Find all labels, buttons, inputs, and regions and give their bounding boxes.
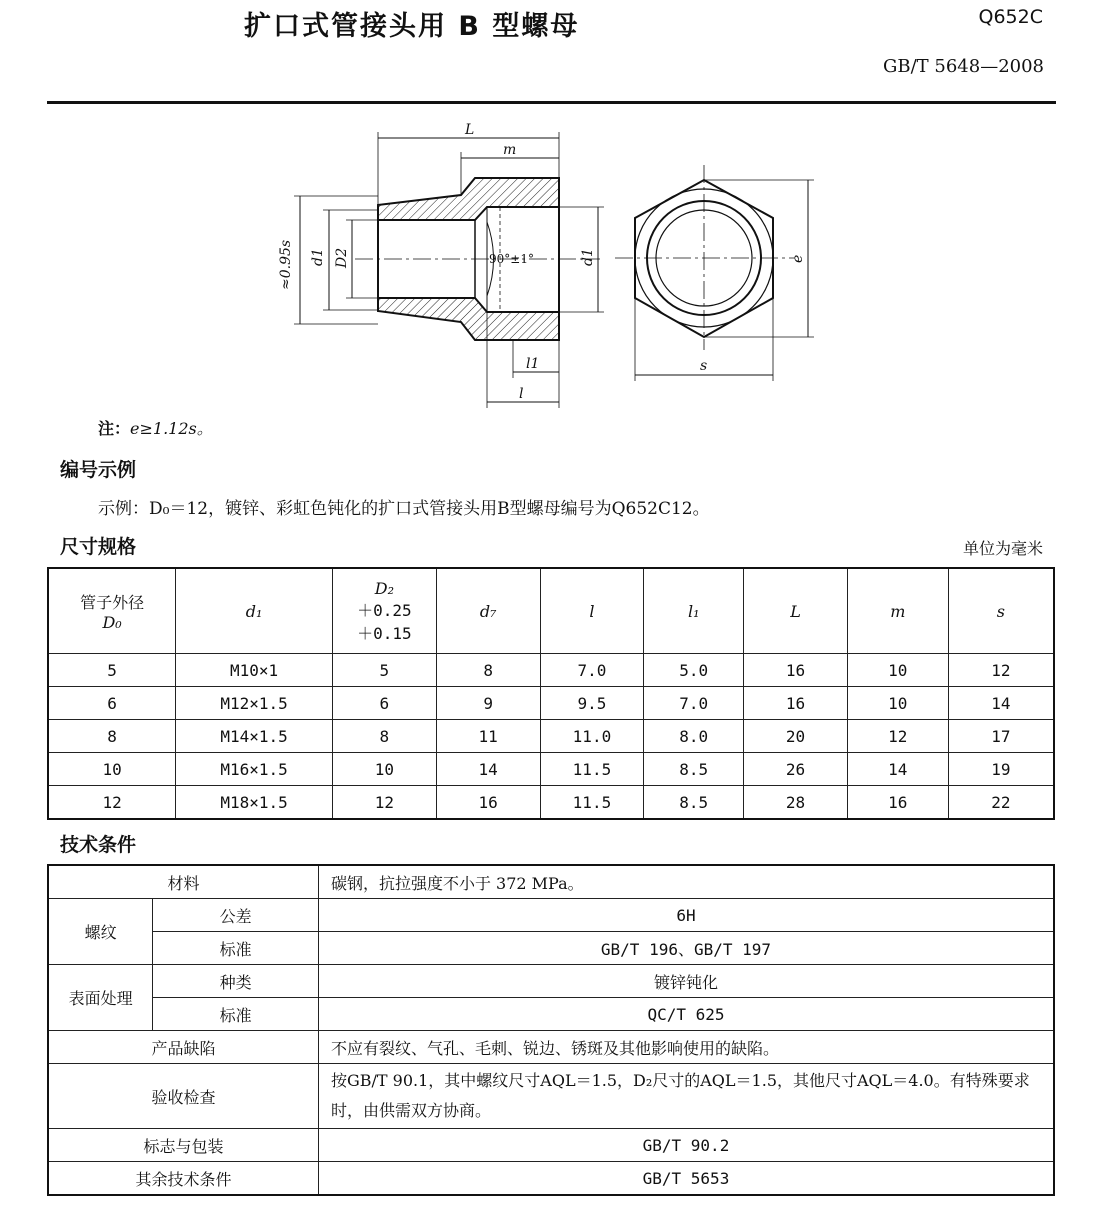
table-cell: 10 [847, 687, 948, 720]
table-cell: 17 [948, 720, 1054, 753]
col-header-line: 管子外径 [80, 593, 145, 612]
technical-heading: 技术条件 [60, 834, 137, 856]
col-header-line: ＋0.25 [357, 600, 412, 620]
table-cell: 11.5 [540, 753, 644, 786]
table-cell: 11.5 [540, 786, 644, 820]
tolerance-label: 公差 [153, 899, 319, 932]
col-header-s: s [948, 568, 1054, 654]
table-cell: 6 [48, 687, 176, 720]
table-row [48, 1064, 1054, 1129]
defects-label: 产品缺陷 [48, 1031, 318, 1064]
table-cell: M18×1.5 [176, 786, 333, 820]
dimensions-heading: 尺寸规格 [60, 536, 137, 558]
table-cell: 12 [332, 786, 436, 820]
table-cell: 16 [436, 786, 540, 820]
col-header-l1: l₁ [644, 568, 744, 654]
table-cell: 10 [332, 753, 436, 786]
table-cell: 8 [48, 720, 176, 753]
col-header-m: m [847, 568, 948, 654]
table-cell: 20 [744, 720, 848, 753]
note-label: 注： [98, 419, 131, 438]
note [98, 416, 213, 439]
table-cell: 16 [744, 687, 848, 720]
table-row [48, 720, 1054, 753]
label-angle: 90°±1° [489, 252, 534, 266]
page-title: 扩口式管接头用 B 型螺母 [244, 11, 580, 42]
table-cell: 16 [744, 654, 848, 687]
table-row [48, 965, 1054, 998]
unit-note: 单位为毫米 [962, 539, 1043, 558]
table-cell: 8.5 [644, 753, 744, 786]
table-cell: 28 [744, 786, 848, 820]
table-cell: 14 [436, 753, 540, 786]
table-cell: M12×1.5 [176, 687, 333, 720]
marking-label: 标志与包装 [48, 1129, 318, 1162]
table-cell: 7.0 [644, 687, 744, 720]
table-cell: 12 [948, 654, 1054, 687]
table-row [48, 654, 1054, 687]
col-header-d7: d₇ [436, 568, 540, 654]
label-d1: d1 [310, 248, 326, 266]
surface-type-label: 种类 [153, 965, 319, 998]
table-cell: 26 [744, 753, 848, 786]
col-header-d1: d₁ [176, 568, 333, 654]
col-header-L: L [744, 568, 848, 654]
table-cell: 5 [48, 654, 176, 687]
table-cell: 12 [48, 786, 176, 820]
surface-standard-label: 标准 [153, 998, 319, 1031]
table-cell: 14 [847, 753, 948, 786]
col-header-line: D₂ [374, 578, 394, 598]
table-row [48, 786, 1054, 820]
table-row [48, 1162, 1054, 1196]
table-row [48, 998, 1054, 1031]
table-row [48, 899, 1054, 932]
table-cell: 10 [847, 654, 948, 687]
thread-standard-label: 标准 [153, 932, 319, 965]
surface-standard-value: QC/T 625 [318, 998, 1054, 1031]
table-cell: 8 [332, 720, 436, 753]
standard-number: GB/T 5648—2008 [882, 56, 1044, 77]
label-e: e [790, 254, 806, 263]
table-cell: 9 [436, 687, 540, 720]
label-l: l [519, 386, 524, 402]
table-cell: 11 [436, 720, 540, 753]
table-cell: 14 [948, 687, 1054, 720]
table-cell: 5 [332, 654, 436, 687]
technical-table [47, 864, 1055, 1196]
dimensions-table [47, 567, 1055, 820]
table-row [48, 1129, 1054, 1162]
table-cell: 10 [48, 753, 176, 786]
col-header-l: l [540, 568, 644, 654]
numbering-example [98, 494, 710, 519]
label-d1-right: d1 [580, 248, 596, 266]
numbering-heading: 编号示例 [60, 459, 137, 481]
label-D2: D2 [334, 247, 350, 268]
table-cell: 6 [332, 687, 436, 720]
material-label: 材料 [48, 865, 318, 899]
table-cell: 11.0 [540, 720, 644, 753]
table-cell: M10×1 [176, 654, 333, 687]
table-cell: 12 [847, 720, 948, 753]
example-text: D₀＝12，镀锌、彩虹色钝化的扩口式管接头用B型螺母编号为Q652C12。 [149, 499, 710, 519]
thread-label: 螺纹 [48, 899, 153, 965]
inspection-value: 按GB/T 90.1，其中螺纹尺寸AQL＝1.5，D₂尺寸的AQL＝1.5，其他尺寸AQL＝4.0。有特殊要求时，由供需双方协商。 [318, 1064, 1054, 1129]
label-l1: l1 [526, 356, 540, 372]
table-cell: 8.5 [644, 786, 744, 820]
marking-value: GB/T 90.2 [318, 1129, 1054, 1162]
table-cell: 7.0 [540, 654, 644, 687]
tolerance-value: 6H [318, 899, 1054, 932]
table-cell: 22 [948, 786, 1054, 820]
other-value: GB/T 5653 [318, 1162, 1054, 1196]
inspection-label: 验收检查 [48, 1064, 318, 1129]
table-row [48, 865, 1054, 899]
other-label: 其余技术条件 [48, 1162, 318, 1196]
table-row [48, 1031, 1054, 1064]
label-m: m [503, 142, 517, 158]
thread-standard-value: GB/T 196、GB/T 197 [318, 932, 1054, 965]
surface-type-value: 镀锌钝化 [318, 965, 1054, 998]
table-cell: 8 [436, 654, 540, 687]
table-cell: M16×1.5 [176, 753, 333, 786]
surface-label: 表面处理 [48, 965, 153, 1031]
table-cell: 5.0 [644, 654, 744, 687]
technical-drawing [0, 112, 1100, 412]
table-row [48, 932, 1054, 965]
label-s: s [700, 358, 708, 374]
col-header-tube-diameter [48, 568, 176, 654]
table-row [48, 687, 1054, 720]
table-cell: 16 [847, 786, 948, 820]
col-header-D2 [332, 568, 436, 654]
label-L: L [465, 122, 475, 138]
table-header-row [48, 568, 1054, 654]
col-header-line: ＋0.15 [357, 623, 412, 643]
example-label: 示例： [98, 499, 149, 519]
label-095s: ≈0.95s [278, 239, 294, 290]
table-cell: M14×1.5 [176, 720, 333, 753]
col-header-line: D₀ [102, 613, 122, 632]
material-value: 碳钢，抗拉强度不小于 372 MPa。 [318, 865, 1054, 899]
part-code: Q652C [978, 6, 1043, 28]
defects-value: 不应有裂纹、气孔、毛刺、锐边、锈斑及其他影响使用的缺陷。 [318, 1031, 1054, 1064]
table-row [48, 753, 1054, 786]
header-rule [47, 101, 1056, 104]
table-cell: 8.0 [644, 720, 744, 753]
table-cell: 19 [948, 753, 1054, 786]
note-text: e≥1.12s。 [130, 419, 213, 438]
table-cell: 9.5 [540, 687, 644, 720]
